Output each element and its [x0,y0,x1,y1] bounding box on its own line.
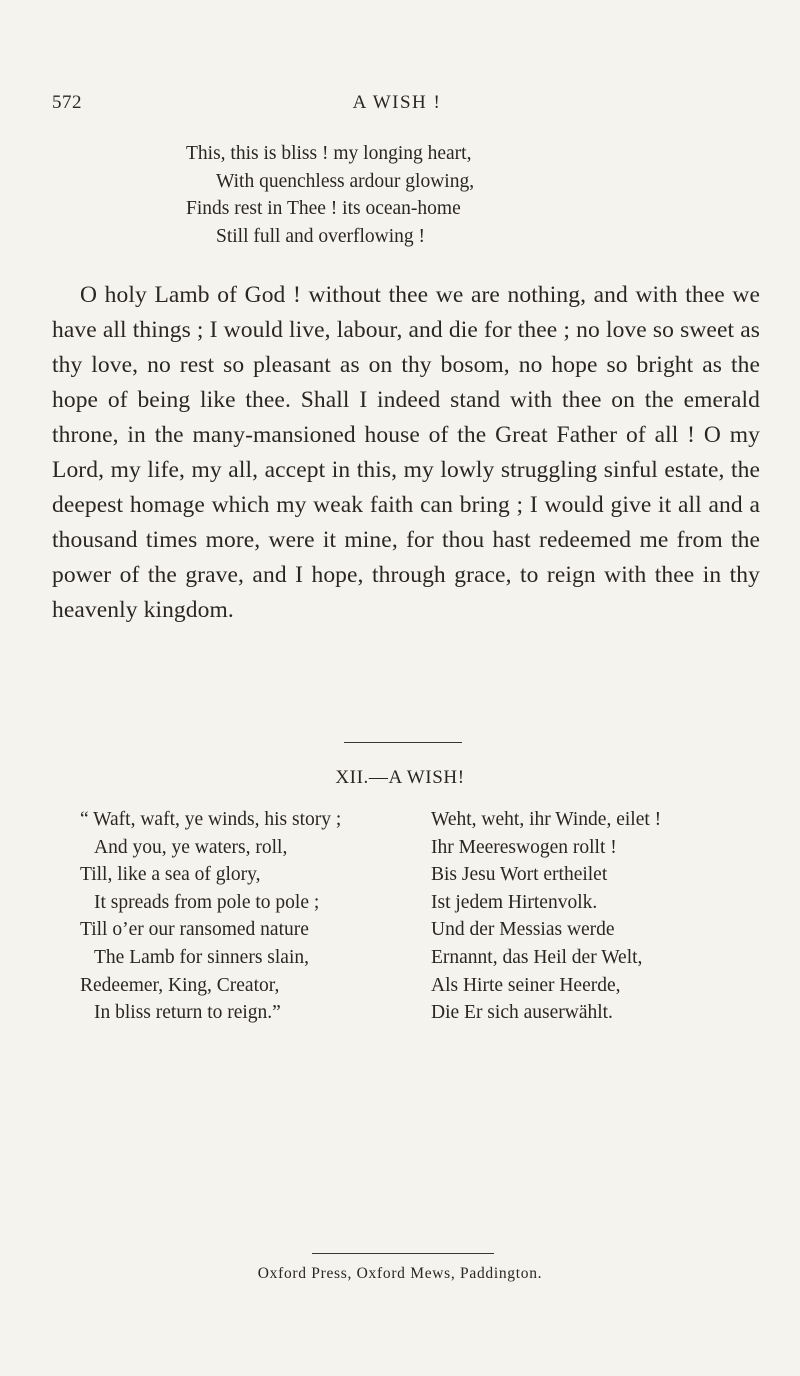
poem-line: “ Waft, waft, ye winds, his story ; [80,809,342,830]
poem-line: Und der Messias werde [431,919,615,941]
poem-line: Redeemer, King, Creator, [80,974,280,996]
poem-line: It spreads from pole to pole ; [94,891,320,913]
poem-line: Als Hirte seiner Heerde, [431,974,621,996]
poem-line: Bis Jesu Wort ertheilet [431,864,608,886]
poem-line: Ist jedem Hirtenvolk. [431,891,598,913]
verse-line: Still full and overflowing ! [216,225,426,247]
poem-line: Ernannt, das Heil der Welt, [431,946,643,968]
poem-line: Die Er sich auserwählt. [431,1002,613,1024]
page-header [52,92,742,122]
poem-line: The Lamb for sinners slain, [94,946,309,968]
verse-line: This, this is bliss ! my longing heart, [186,143,472,164]
opening-verse [186,140,474,250]
poem-english [80,806,341,1027]
poem-german [431,806,661,1027]
poem-line: Till, like a sea of glory, [80,864,261,886]
section-title: XII.—A WISH! [335,767,465,788]
poem-line: In bliss return to reign.” [94,1002,281,1024]
prose-paragraph: O holy Lamb of God ! without thee we are nothing, and with thee we have all things ; I would live, labour, and die for thee ; no love so sweet as thy love, no rest so pleasant as on thy bosom, no hope so bright as the hope of being like thee. Shall I indeed stand with thee on the emerald throne, in the many-mansioned house of the Great Father of all ! O my Lord, my life, my all, accept in this, my lowly struggling sinful estate, the deepest homage which my weak faith can bring ; I would give it all and a thousand times more, were it mine, for thou hast redeemed me from the power of the grave, and I hope, through grace, to reign with thee in thy heavenly kingdom. [52,281,760,623]
printer-imprint: Oxford Press, Oxford Mews, Paddington. [257,1265,543,1282]
poem-line: Weht, weht, ihr Winde, eilet ! [431,809,662,830]
verse-line: Finds rest in Thee ! its ocean-home [186,198,461,219]
poem-line: Ihr Meereswogen rollt ! [431,836,617,858]
page-number: 572 [52,92,82,113]
verse-line: With quenchless ardour glowing, [216,170,475,192]
footer-rule [312,1253,494,1254]
running-head: A WISH ! [352,92,442,113]
poem-line: And you, ye waters, roll, [94,836,288,858]
poem-line: Till o’er our ransomed nature [80,919,309,941]
section-divider [344,742,462,743]
